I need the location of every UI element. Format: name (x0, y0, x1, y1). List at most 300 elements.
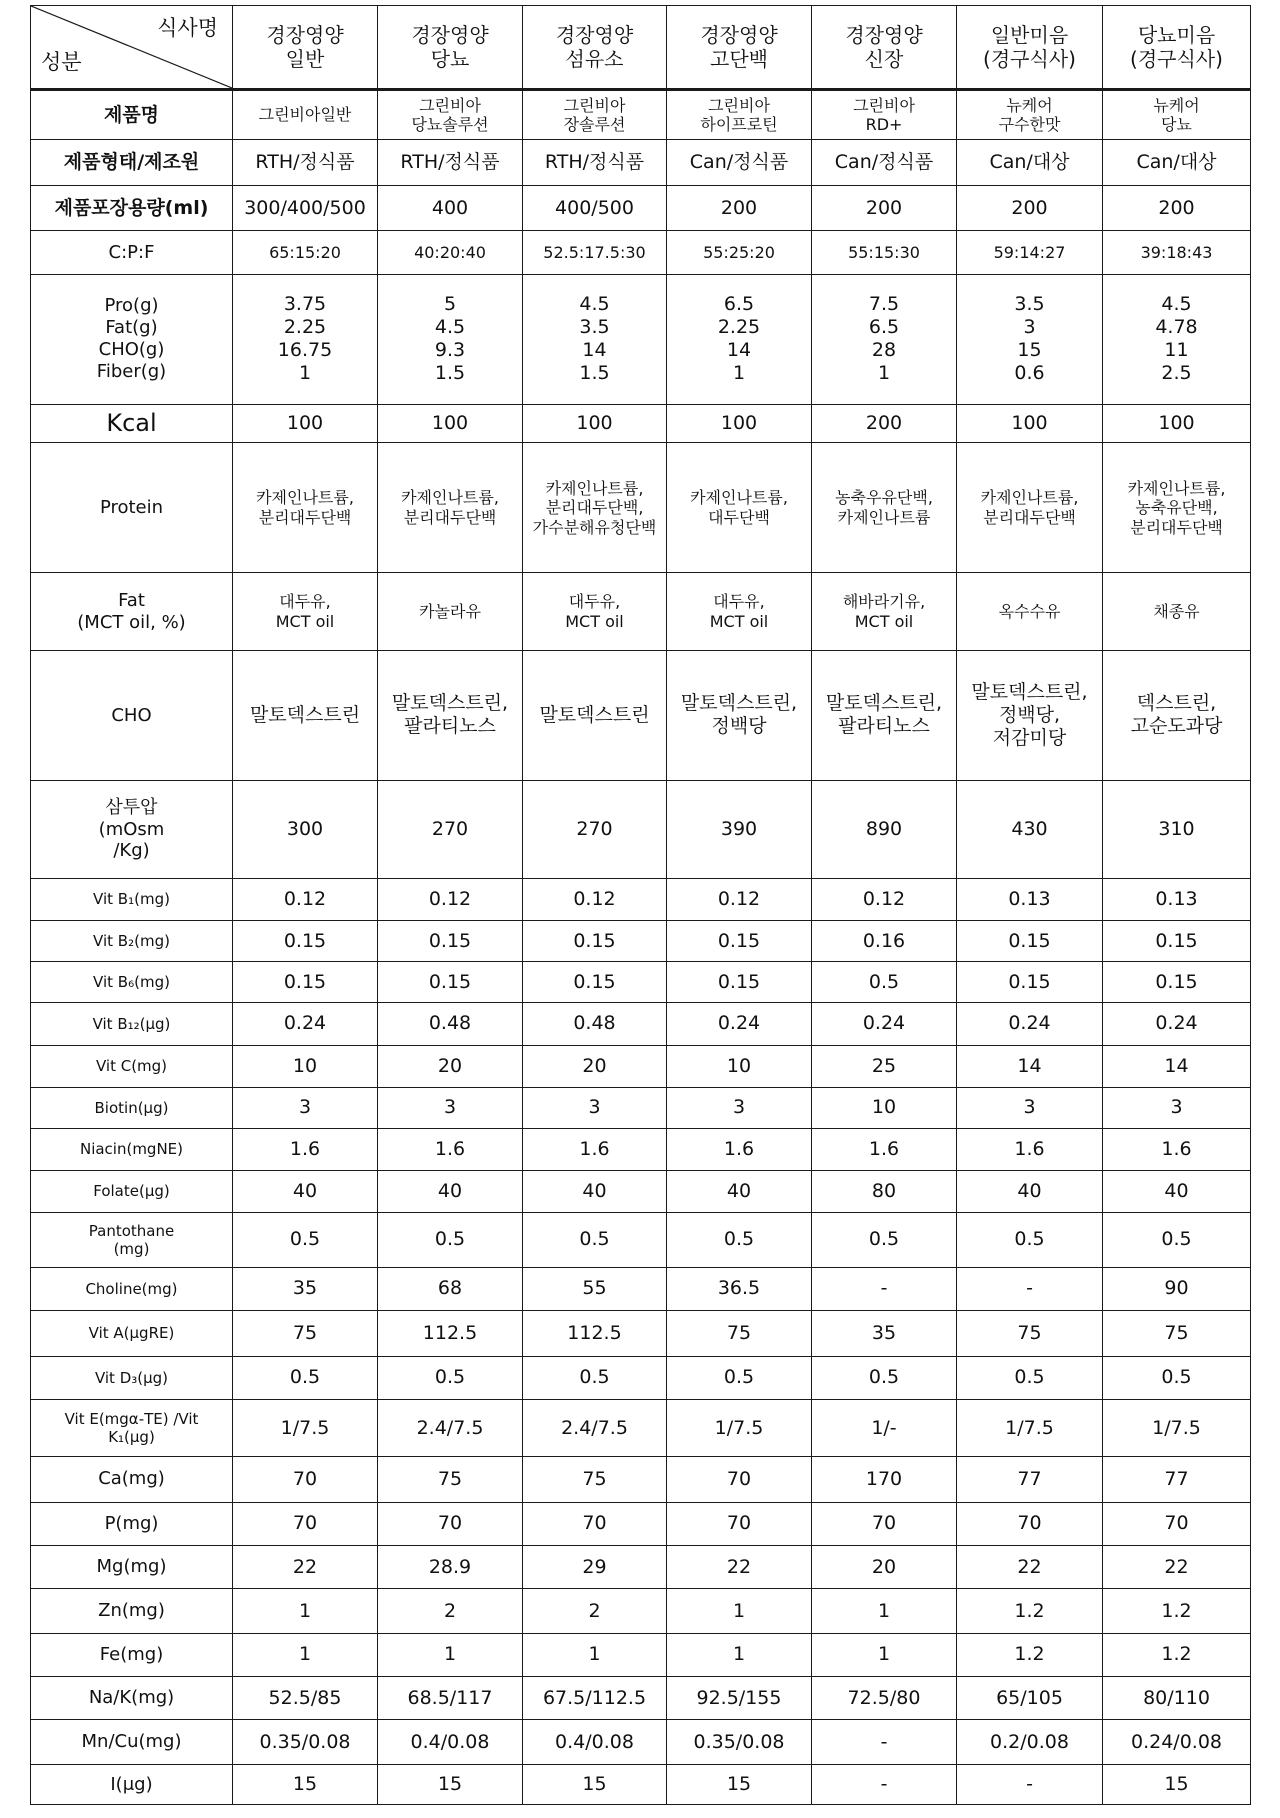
cell-value: 7.5 (868, 292, 900, 315)
table-cell: 40 (378, 1170, 523, 1212)
row-label: Mn/Cu(mg) (31, 1720, 233, 1764)
table-row (31, 1170, 1251, 1212)
table-cell: 카제인나트륨, 분리대두단백 (957, 443, 1103, 573)
table-cell: 890 (812, 780, 957, 878)
table-cell: 1 (812, 1589, 957, 1633)
table-cell: 0.5 (957, 1356, 1103, 1399)
table-cell: 0.5 (812, 1213, 957, 1268)
table-cell: 0.5 (667, 1356, 812, 1399)
table-row (31, 1087, 1251, 1128)
table-cell: 1.6 (1103, 1128, 1251, 1170)
table-cell: 70 (1103, 1502, 1251, 1545)
table-cell: Can/대상 (1103, 140, 1251, 186)
cell-value: 2.5 (1161, 362, 1192, 385)
cell-value: 14 (726, 339, 752, 362)
table-cell: 해바라기유, MCT oil (812, 573, 957, 651)
table-cell: 0.35/0.08 (233, 1720, 378, 1764)
table-cell: 말토덱스트린, 정백당 (667, 650, 812, 780)
table-cell: 100 (233, 404, 378, 443)
table-cell: 0.4/0.08 (378, 1720, 523, 1764)
cell-value: 6.5 (868, 316, 900, 339)
table-cell: 55:25:20 (667, 231, 812, 274)
table-cell: 1.2 (957, 1589, 1103, 1633)
table-cell: 0.5 (378, 1356, 523, 1399)
table-cell: 22 (1103, 1546, 1251, 1589)
table-cell: - (812, 1764, 957, 1804)
nutrition-table-body (31, 90, 1251, 1805)
table-cell: 1 (667, 1633, 812, 1676)
table-cell: 2 (523, 1589, 667, 1633)
row-label: Na/K(mg) (31, 1677, 233, 1720)
table-cell: 70 (667, 1457, 812, 1503)
table-cell: 100 (523, 404, 667, 443)
table-row (31, 443, 1251, 573)
table-cell: 0.24 (1103, 1003, 1251, 1045)
column-header: 당뇨미음 (경구식사) (1103, 6, 1251, 90)
cell-value: 3.75 (283, 292, 327, 315)
table-cell: 22 (667, 1546, 812, 1589)
table-cell: 0.15 (523, 962, 667, 1003)
table-cell: 75 (957, 1311, 1103, 1357)
table-cell: 20 (812, 1546, 957, 1589)
header-row (31, 6, 1251, 90)
table-row (31, 1677, 1251, 1720)
cell-value: 14 (582, 339, 607, 362)
table-cell: 70 (233, 1502, 378, 1545)
cell-value: 1.5 (579, 362, 610, 385)
cell-value: 1 (298, 362, 312, 385)
table-cell: 카제인나트륨, 분리대두단백 (233, 443, 378, 573)
table-cell: 0.48 (378, 1003, 523, 1045)
table-row (31, 650, 1251, 780)
column-header: 일반미음 (경구식사) (957, 6, 1103, 90)
row-label: Zn(mg) (31, 1589, 233, 1633)
table-cell: RTH/정식품 (523, 140, 667, 186)
table-cell: 0.13 (957, 879, 1103, 921)
row-label: CHO(g) (98, 339, 165, 361)
row-label: Pantothane (mg) (31, 1213, 233, 1268)
row-label: Vit B₆(mg) (31, 962, 233, 1003)
table-cell: 20 (378, 1045, 523, 1087)
table-cell: 52.5/85 (233, 1677, 378, 1720)
table-cell: 1.6 (523, 1128, 667, 1170)
table-cell: 15 (523, 1764, 667, 1804)
cell-value: 4.78 (1155, 316, 1198, 339)
row-label: Biotin(μg) (31, 1087, 233, 1128)
table-cell: 10 (812, 1087, 957, 1128)
table-cell: 0.5 (1103, 1356, 1251, 1399)
table-cell: 0.15 (667, 921, 812, 962)
table-cell (523, 274, 667, 404)
table-cell: 20 (523, 1045, 667, 1087)
row-label: Protein (31, 443, 233, 573)
table-cell: 3 (667, 1087, 812, 1128)
table-row (31, 1267, 1251, 1310)
table-cell: 0.5 (957, 1213, 1103, 1268)
table-row (31, 1311, 1251, 1357)
table-cell: 0.15 (667, 962, 812, 1003)
table-cell: 430 (957, 780, 1103, 878)
cell-value: 5 (443, 292, 457, 315)
table-cell: 0.12 (812, 879, 957, 921)
table-cell: 옥수수유 (957, 573, 1103, 651)
table-cell: 40 (1103, 1170, 1251, 1212)
table-cell: 80/110 (1103, 1677, 1251, 1720)
table-row (31, 1764, 1251, 1804)
table-cell: 80 (812, 1170, 957, 1212)
table-cell: 0.5 (378, 1213, 523, 1268)
table-cell: 77 (1103, 1457, 1251, 1503)
table-cell: 0.24/0.08 (1103, 1720, 1251, 1764)
table-cell: 52.5:17.5:30 (523, 231, 667, 274)
table-cell: Can/대상 (957, 140, 1103, 186)
table-cell: 70 (378, 1502, 523, 1545)
table-cell: 0.12 (523, 879, 667, 921)
table-cell: 200 (667, 185, 812, 231)
table-cell: 1 (812, 1633, 957, 1676)
table-cell: 1.6 (378, 1128, 523, 1170)
table-cell (812, 274, 957, 404)
table-cell: 40:20:40 (378, 231, 523, 274)
row-label: Vit A(μgRE) (31, 1311, 233, 1357)
row-label: P(mg) (31, 1502, 233, 1545)
table-cell (957, 274, 1103, 404)
table-cell: - (812, 1267, 957, 1310)
table-cell: 말토덱스트린 (523, 650, 667, 780)
table-row (31, 140, 1251, 186)
table-cell: 0.5 (233, 1356, 378, 1399)
cell-value: 1 (732, 362, 746, 385)
row-label: Choline(mg) (31, 1267, 233, 1310)
table-cell: 40 (957, 1170, 1103, 1212)
table-cell: 15 (1103, 1764, 1251, 1804)
table-cell: 112.5 (523, 1311, 667, 1357)
table-cell: 270 (378, 780, 523, 878)
table-cell: 28.9 (378, 1546, 523, 1589)
row-label: Ca(mg) (31, 1457, 233, 1503)
table-cell: 68.5/117 (378, 1677, 523, 1720)
table-cell: 390 (667, 780, 812, 878)
cell-value: 28 (871, 339, 897, 362)
table-row (31, 404, 1251, 443)
row-label: Fat(g) (105, 317, 158, 339)
table-cell: 0.15 (957, 962, 1103, 1003)
table-cell: 68 (378, 1267, 523, 1310)
table-cell: 1/7.5 (667, 1400, 812, 1457)
table-cell: 1.2 (1103, 1589, 1251, 1633)
table-row (31, 1546, 1251, 1589)
row-label: Mg(mg) (31, 1546, 233, 1589)
table-cell: 대두유, MCT oil (667, 573, 812, 651)
table-cell: 3 (378, 1087, 523, 1128)
table-cell: 0.5 (523, 1213, 667, 1268)
table-row (31, 879, 1251, 921)
table-row (31, 1003, 1251, 1045)
cell-value: 3 (1023, 316, 1036, 339)
cell-value: 2.25 (283, 316, 327, 339)
table-cell (667, 274, 812, 404)
table-cell: 카제인나트륨, 분리대두단백 (378, 443, 523, 573)
row-label: 삼투압 (mOsm /Kg) (31, 780, 233, 878)
row-label: Fe(mg) (31, 1633, 233, 1676)
table-row (31, 780, 1251, 878)
table-cell: 170 (812, 1457, 957, 1503)
table-cell: 40 (523, 1170, 667, 1212)
row-label: Folate(μg) (31, 1170, 233, 1212)
table-row (31, 921, 1251, 962)
table-cell: 55:15:30 (812, 231, 957, 274)
table-cell: 1/- (812, 1400, 957, 1457)
table-cell: 0.4/0.08 (523, 1720, 667, 1764)
row-label: Vit B₁(mg) (31, 879, 233, 921)
table-cell: 1.6 (957, 1128, 1103, 1170)
row-label: Fat (MCT oil, %) (31, 573, 233, 651)
table-cell (233, 274, 378, 404)
table-cell: - (957, 1764, 1103, 1804)
table-cell: 0.24 (812, 1003, 957, 1045)
column-header: 경장영양 일반 (233, 6, 378, 90)
cell-value: 2.25 (717, 316, 761, 339)
table-cell: 카제인나트륨, 대두단백 (667, 443, 812, 573)
corner-header (31, 6, 233, 90)
table-cell: 75 (523, 1457, 667, 1503)
row-label: 제품명 (31, 90, 233, 140)
table-cell: 덱스트린, 고순도과당 (1103, 650, 1251, 780)
table-cell: 카제인나트륨, 분리대두단백, 가수분해유청단백 (523, 443, 667, 573)
table-cell: 70 (523, 1502, 667, 1545)
cell-value: 9.3 (434, 339, 466, 362)
table-cell: 15 (667, 1764, 812, 1804)
table-cell: 2.4/7.5 (378, 1400, 523, 1457)
table-cell: 59:14:27 (957, 231, 1103, 274)
table-cell: 35 (812, 1311, 957, 1357)
row-label: Vit B₂(mg) (31, 921, 233, 962)
table-cell: 0.5 (812, 962, 957, 1003)
table-cell: 100 (378, 404, 523, 443)
table-cell: 75 (233, 1311, 378, 1357)
row-label: Vit C(mg) (31, 1045, 233, 1087)
row-label: Niacin(mgNE) (31, 1128, 233, 1170)
table-cell: 100 (667, 404, 812, 443)
cell-value: 16.75 (277, 339, 333, 362)
row-label: Vit E(mgα-TE) /Vit K₁(μg) (31, 1400, 233, 1457)
table-cell: 뉴케어 구수한맛 (957, 90, 1103, 140)
cell-value: 1 (877, 362, 891, 385)
table-cell: 0.24 (957, 1003, 1103, 1045)
table-cell: 270 (523, 780, 667, 878)
table-cell: 1.6 (812, 1128, 957, 1170)
row-label: C:P:F (31, 231, 233, 274)
table-cell: 15 (233, 1764, 378, 1804)
table-cell: 0.5 (523, 1356, 667, 1399)
table-cell: 1/7.5 (1103, 1400, 1251, 1457)
table-cell: 카제인나트륨, 농축유단백, 분리대두단백 (1103, 443, 1251, 573)
table-cell: Can/정식품 (667, 140, 812, 186)
table-row (31, 1457, 1251, 1503)
table-cell: 0.12 (233, 879, 378, 921)
table-cell: 310 (1103, 780, 1251, 878)
table-cell: 0.15 (233, 921, 378, 962)
table-cell: 0.24 (233, 1003, 378, 1045)
table-cell: 10 (667, 1045, 812, 1087)
table-cell: 그린비아일반 (233, 90, 378, 140)
table-cell: 29 (523, 1546, 667, 1589)
table-cell: 300 (233, 780, 378, 878)
table-cell: 대두유, MCT oil (233, 573, 378, 651)
table-row (31, 231, 1251, 274)
table-cell: 그린비아 RD+ (812, 90, 957, 140)
table-cell: 0.15 (378, 962, 523, 1003)
table-cell: 3 (233, 1087, 378, 1128)
row-label: Vit D₃(μg) (31, 1356, 233, 1399)
table-cell: 1 (378, 1633, 523, 1676)
table-cell: 0.13 (1103, 879, 1251, 921)
table-cell: 0.12 (378, 879, 523, 921)
table-cell: 200 (812, 185, 957, 231)
table-row (31, 1356, 1251, 1399)
table-row (31, 1720, 1251, 1764)
table-cell: 1/7.5 (957, 1400, 1103, 1457)
table-cell: 1 (667, 1589, 812, 1633)
table-cell: 15 (378, 1764, 523, 1804)
table-cell: 그린비아 하이프로틴 (667, 90, 812, 140)
table-cell: 뉴케어 당뇨 (1103, 90, 1251, 140)
table-row (31, 1213, 1251, 1268)
table-cell: 3 (523, 1087, 667, 1128)
table-cell: 말토덱스트린, 팔라티노스 (812, 650, 957, 780)
table-cell: 말토덱스트린, 팔라티노스 (378, 650, 523, 780)
table-cell: 농축우유단백, 카제인나트륨 (812, 443, 957, 573)
table-cell: 70 (667, 1502, 812, 1545)
table-cell: 67.5/112.5 (523, 1677, 667, 1720)
table-cell: 25 (812, 1045, 957, 1087)
row-label: I(μg) (31, 1764, 233, 1804)
table-cell: 0.5 (667, 1213, 812, 1268)
column-header: 경장영양 고단백 (667, 6, 812, 90)
table-cell: 400 (378, 185, 523, 231)
cell-value: 4.5 (1161, 292, 1192, 315)
table-cell: 22 (957, 1546, 1103, 1589)
cell-value: 1.5 (434, 362, 466, 385)
table-cell: 200 (812, 404, 957, 443)
table-cell: 0.35/0.08 (667, 1720, 812, 1764)
table-cell: RTH/정식품 (233, 140, 378, 186)
table-cell: 1.2 (957, 1633, 1103, 1676)
table-cell: 112.5 (378, 1311, 523, 1357)
cell-value: 11 (1164, 339, 1189, 362)
table-cell: 0.24 (667, 1003, 812, 1045)
table-cell: 0.12 (667, 879, 812, 921)
table-row (31, 1502, 1251, 1545)
table-cell: 35 (233, 1267, 378, 1310)
table-cell: 0.5 (1103, 1213, 1251, 1268)
corner-label-ingredient: 성분 (41, 50, 82, 75)
table-cell (1103, 274, 1251, 404)
cell-value: 3.5 (579, 316, 610, 339)
table-cell (378, 274, 523, 404)
table-cell: 0.2/0.08 (957, 1720, 1103, 1764)
table-cell: 70 (812, 1502, 957, 1545)
table-cell: 1.6 (667, 1128, 812, 1170)
table-row (31, 962, 1251, 1003)
cell-value: 3.5 (1014, 292, 1045, 315)
table-cell: 14 (1103, 1045, 1251, 1087)
table-cell: 1 (523, 1633, 667, 1676)
table-cell: 75 (378, 1457, 523, 1503)
corner-label-meal: 식사명 (157, 16, 218, 40)
table-cell: 0.48 (523, 1003, 667, 1045)
table-cell: 400/500 (523, 185, 667, 231)
table-cell: 0.15 (1103, 921, 1251, 962)
table-cell: - (812, 1720, 957, 1764)
table-row (31, 573, 1251, 651)
cell-value: 6.5 (723, 292, 755, 315)
table-row (31, 90, 1251, 140)
table-cell: 72.5/80 (812, 1677, 957, 1720)
table-cell: 75 (1103, 1311, 1251, 1357)
table-cell: 카놀라유 (378, 573, 523, 651)
table-cell: 70 (233, 1457, 378, 1503)
table-cell: 0.15 (378, 921, 523, 962)
table-row (31, 274, 1251, 404)
cell-value: 4.5 (434, 316, 466, 339)
table-cell: 40 (233, 1170, 378, 1212)
table-row (31, 1589, 1251, 1633)
table-cell: 말토덱스트린 (233, 650, 378, 780)
table-cell: 1 (233, 1633, 378, 1676)
table-row (31, 185, 1251, 231)
table-cell: 100 (1103, 404, 1251, 443)
table-cell: 2 (378, 1589, 523, 1633)
column-header: 경장영양 신장 (812, 6, 957, 90)
table-cell: 200 (1103, 185, 1251, 231)
row-label: Pro(g) (104, 295, 159, 317)
table-row (31, 1633, 1251, 1676)
table-cell: 75 (667, 1311, 812, 1357)
table-cell: 0.16 (812, 921, 957, 962)
nutrition-comparison-sheet (30, 5, 1250, 1805)
row-label: Vit B₁₂(μg) (31, 1003, 233, 1045)
table-cell: 40 (667, 1170, 812, 1212)
table-cell: 100 (957, 404, 1103, 443)
table-cell: 0.15 (1103, 962, 1251, 1003)
table-cell: 0.5 (812, 1356, 957, 1399)
table-cell: 대두유, MCT oil (523, 573, 667, 651)
table-cell: 0.5 (233, 1213, 378, 1268)
column-header: 경장영양 섬유소 (523, 6, 667, 90)
table-row (31, 1400, 1251, 1457)
table-cell: 3 (1103, 1087, 1251, 1128)
column-header: 경장영양 당뇨 (378, 6, 523, 90)
table-cell: 0.15 (523, 921, 667, 962)
table-cell: 14 (957, 1045, 1103, 1087)
cell-value: 15 (1017, 339, 1042, 362)
table-cell: 그린비아 당뇨솔루션 (378, 90, 523, 140)
table-cell: 0.15 (233, 962, 378, 1003)
table-cell: 300/400/500 (233, 185, 378, 231)
table-cell: 1 (233, 1589, 378, 1633)
table-cell: 1/7.5 (233, 1400, 378, 1457)
table-cell: 말토덱스트린, 정백당, 저감미당 (957, 650, 1103, 780)
table-cell: 70 (957, 1502, 1103, 1545)
table-cell: 90 (1103, 1267, 1251, 1310)
table-cell: Can/정식품 (812, 140, 957, 186)
table-cell: 65:15:20 (233, 231, 378, 274)
row-label: Kcal (31, 404, 233, 443)
table-cell: 2.4/7.5 (523, 1400, 667, 1457)
row-label: CHO (31, 650, 233, 780)
table-cell: 1.2 (1103, 1633, 1251, 1676)
